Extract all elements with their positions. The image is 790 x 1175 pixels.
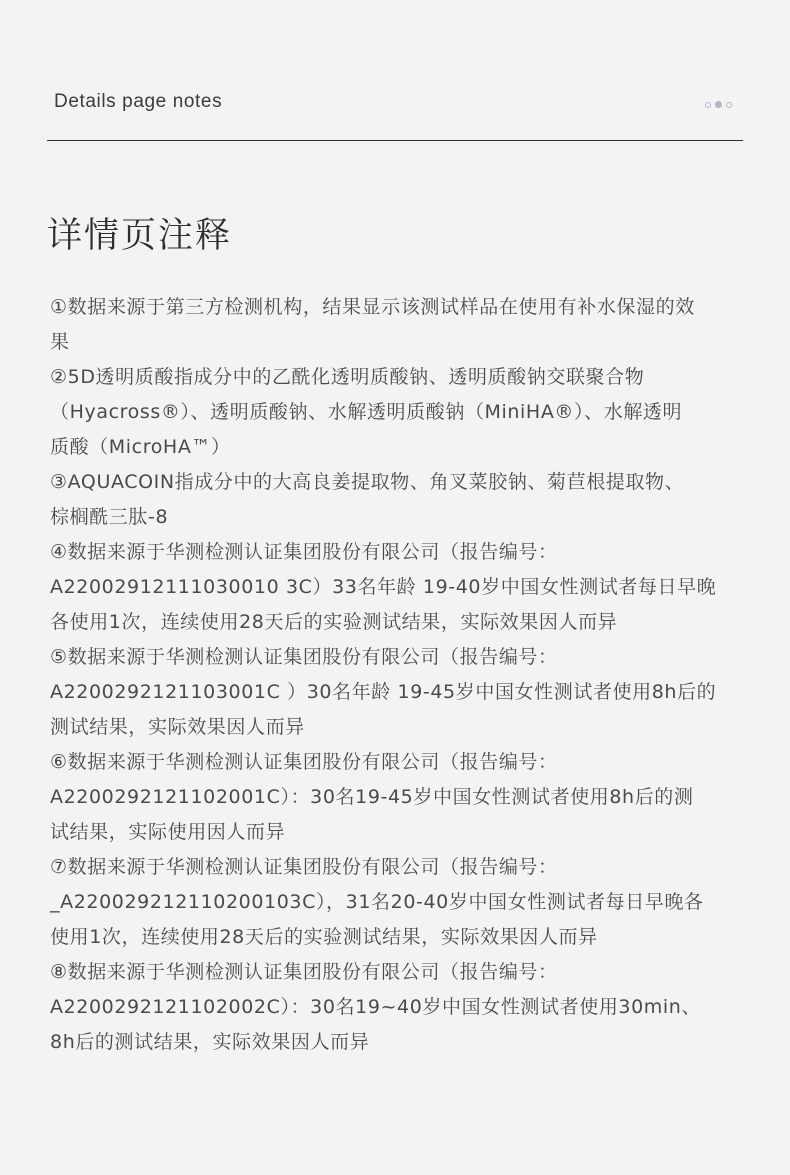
header: [47, 88, 743, 141]
pagination-dot: [705, 102, 711, 108]
note-item: ⑥数据来源于华测检测认证集团股份有限公司（报告编号： A2200292121102001C）：30名19-45岁中国女性测试者使用8h后的测 试结果，实际使用因人而异: [50, 751, 694, 843]
pagination-dots: [705, 101, 732, 108]
notes-list: [50, 290, 750, 1060]
page-title: 详情页注释: [47, 216, 233, 256]
note-item: ④数据来源于华测检测认证集团股份有限公司（报告编号： A22002912111030010 3C）33名年龄 19-40岁中国女性测试者每日早晚 各使用1次，连续使用28天后的实验测试结果，实际效果因人而异: [50, 541, 717, 633]
header-title: Details page notes: [54, 91, 223, 112]
note-item: ②5D透明质酸指成分中的乙酰化透明质酸钠、透明质酸钠交联聚合物 （Hyacross®）、透明质酸钠、水解透明质酸钠（MiniHA®）、水解透明 质酸（MicroHA™）: [50, 366, 683, 458]
pagination-dot-active: [715, 101, 722, 108]
pagination-dot: [726, 102, 732, 108]
note-item: ③AQUACOIN指成分中的大高良姜提取物、角叉菜胶钠、菊苣根提取物、 棕榈酰三肽-8: [50, 471, 685, 528]
note-item: ⑧数据来源于华测检测认证集团股份有限公司（报告编号： A2200292121102002C）：30名19~40岁中国女性测试者使用30min、 8h后的测试结果，实际效果因人而异: [50, 961, 702, 1053]
note-item: ⑤数据来源于华测检测认证集团股份有限公司（报告编号： A2200292121103001C ）30名年龄 19-45岁中国女性测试者使用8h后的 测试结果，实际效果因人而异: [50, 646, 717, 738]
note-item: ⑦数据来源于华测检测认证集团股份有限公司（报告编号： _A220029212110200103C），31名20-40岁中国女性测试者每日早晚各 使用1次，连续使用28天后的实验测试结果，实际效果因人而异: [50, 856, 704, 948]
note-item: ①数据来源于第三方检测机构，结果显示该测试样品在使用有补水保湿的效 果: [50, 296, 695, 353]
